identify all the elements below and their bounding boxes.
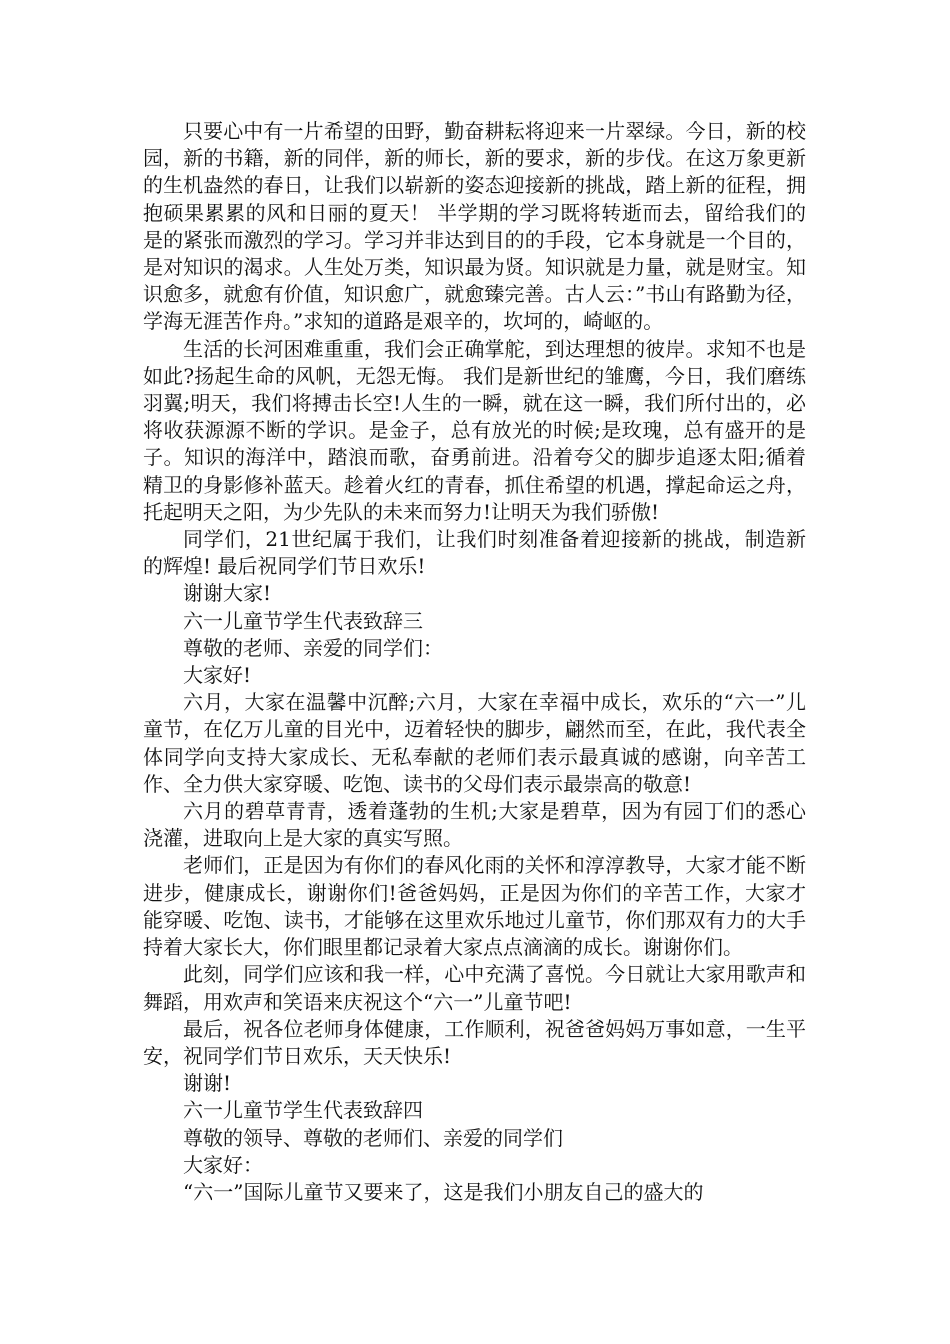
paragraph-june: 六月，大家在温馨中沉醉;六月，大家在幸福中成长，欢乐的“六一”儿童节，在亿万儿童的目光中，迈着轻快的脚步，翩然而至，在此，我代表全体同学向支持大家成长、无私奉献的老师们表示最真诚的感谢，向辛苦工作、全力供大家穿暖、吃饱、读书的父母们表示最崇高的敬意!	[143, 690, 806, 796]
paragraph-3: 同学们，21世纪属于我们，让我们时刻准备着迎接新的挑战，制造新的辉煌! 最后祝同学们节日欢乐!	[143, 527, 806, 579]
paragraph-2: 生活的长河困难重重，我们会正确掌舵，到达理想的彼岸。求知不也是如此?扬起生命的风帆，无怨无悔。 我们是新世纪的雏鹰，今日，我们磨练羽翼;明天，我们将搏击长空!人生的一瞬，就在这一瞬，我们所付出的，必将收获源源不断的学识。是金子，总有放光的时候;是玫瑰，总有盛开的是子。知识的海洋中，踏浪而歌，奋勇前进。沿着夸父的脚步追逐太阳;循着精卫的身影修补蓝天。趁着火红的青春，抓住希望的机遇，撑起命运之舟，托起明天之阳，为少先队的未来而努力!让明天为我们骄傲!	[143, 336, 806, 524]
salutation-4: 尊敬的领导、尊敬的老师们、亲爱的同学们	[183, 1125, 563, 1150]
greeting-4: 大家好：	[183, 1152, 263, 1177]
document-body	[143, 118, 806, 1206]
paragraph-intro-4: “六一”国际儿童节又要来了，这是我们小朋友自己的盛大的	[183, 1179, 704, 1204]
paragraph-teachers: 老师们，正是因为有你们的春风化雨的关怀和淳淳教导，大家才能不断进步，健康成长，谢谢你们!爸爸妈妈，正是因为你们的辛苦工作，大家才能穿暖、吃饱、读书，才能够在这里欢乐地过儿童节，你们那双有力的大手持着大家长大，你们眼里都记录着大家点点滴滴的成长。谢谢你们。	[143, 853, 806, 960]
paragraph-grass: 六月的碧草青青，透着蓬勃的生机;大家是碧草，因为有园丁们的悉心浇灌，进取向上是大家的真实写照。	[143, 799, 806, 851]
salutation-3: 尊敬的老师、亲爱的同学们：	[183, 635, 443, 660]
thanks-line: 谢谢大家!	[183, 581, 272, 606]
section-title-4: 六一儿童节学生代表致辞四	[183, 1098, 423, 1123]
greeting-3: 大家好!	[183, 663, 252, 688]
paragraph-joy: 此刻，同学们应该和我一样，心中充满了喜悦。今日就让大家用歌声和舞蹈，用欢声和笑语来庆祝这个“六一”儿童节吧!	[143, 962, 806, 1014]
paragraph-wishes: 最后，祝各位老师身体健康，工作顺利，祝爸爸妈妈万事如意，一生平安，祝同学们节日欢乐，天天快乐!	[143, 1016, 806, 1068]
thanks-line-2: 谢谢!	[183, 1071, 232, 1096]
section-title-3: 六一儿童节学生代表致辞三	[183, 608, 423, 633]
paragraph-1: 只要心中有一片希望的田野，勤奋耕耘将迎来一片翠绿。今日，新的校园，新的书籍，新的同伴，新的师长，新的要求，新的步伐。在这万象更新的生机盎然的春日，让我们以崭新的姿态迎接新的挑战，踏上新的征程，拥抱硕果累累的风和日丽的夏天！ 半学期的学习既将转逝而去，留给我们的是的紧张而激烈的学习。学习并非达到目的的手段，它本身就是一个目的，是对知识的渴求。人生处万类，知识最为贤。知识就是力量，就是财宝。知识愈多，就愈有价值，知识愈广，就愈臻完善。古人云：”书山有路勤为径，学海无涯苦作舟。”求知的道路是艰辛的，坎坷的，崎岖的。	[143, 119, 806, 334]
